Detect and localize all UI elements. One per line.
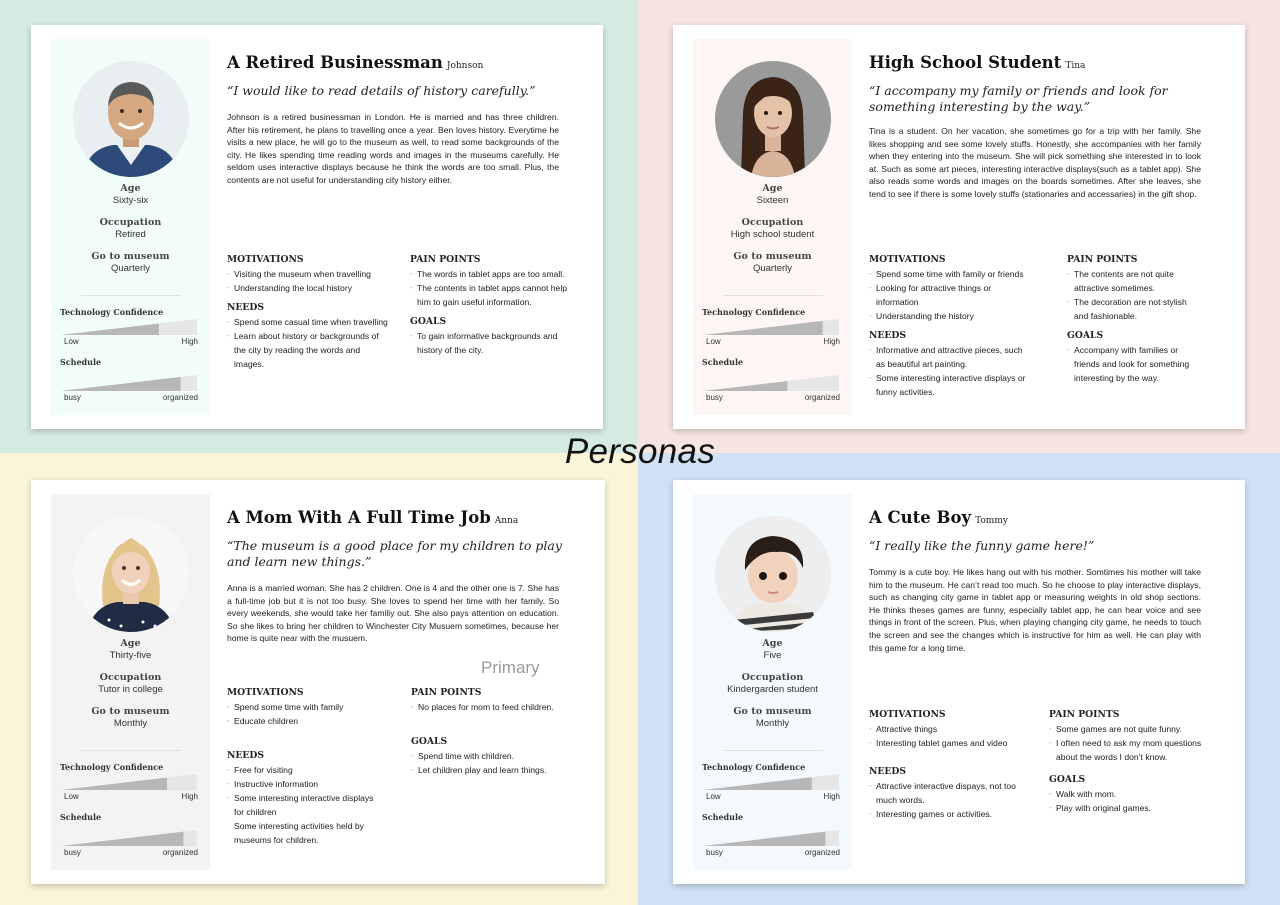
sidebar-divider bbox=[723, 295, 823, 296]
sidebar-divider bbox=[81, 750, 181, 751]
schedule-organized-label: organized bbox=[162, 848, 198, 857]
list-item: - Spend time with children. bbox=[411, 749, 571, 763]
list-item: - No places for mom to feed children. bbox=[411, 700, 571, 714]
needs-list bbox=[227, 315, 389, 371]
tech-confidence-label: Technology Confidence bbox=[60, 307, 164, 317]
list-item: - Attractive things bbox=[869, 722, 1031, 736]
tech-high-label: High bbox=[181, 792, 198, 801]
pain-points-list bbox=[1049, 722, 1209, 764]
list-item: - Instructive information bbox=[227, 777, 389, 791]
needs-list bbox=[227, 763, 389, 847]
schedule-meter bbox=[61, 830, 197, 846]
persona-title: A Retired Businessman bbox=[227, 53, 443, 72]
persona-title-row bbox=[227, 53, 483, 73]
needs-list bbox=[869, 343, 1031, 399]
goals-list bbox=[411, 749, 571, 777]
motivations-list bbox=[869, 722, 1031, 750]
museum-frequency-label: Go to museum bbox=[91, 706, 170, 717]
list-item: Some interesting activities held by bbox=[234, 821, 364, 831]
museum-frequency-fact bbox=[51, 706, 210, 729]
pain-points-heading: PAIN POINTS bbox=[411, 687, 482, 698]
persona-sidebar bbox=[693, 39, 852, 415]
occupation-fact bbox=[693, 672, 852, 695]
schedule-label: Schedule bbox=[60, 357, 102, 367]
list-item: - I often need to ask my mom questions about the words I don’t know. bbox=[1049, 736, 1209, 764]
schedule-organized-label: organized bbox=[804, 393, 840, 402]
pain-goals-column bbox=[410, 254, 573, 364]
persona-card-anna bbox=[31, 480, 605, 884]
schedule-label: Schedule bbox=[702, 812, 744, 822]
museum-frequency-fact bbox=[51, 251, 210, 274]
list-item: - Play with original games. bbox=[1049, 801, 1209, 815]
age-value: Thirty-five bbox=[109, 650, 152, 661]
list-item: for children bbox=[234, 807, 277, 817]
schedule-label: Schedule bbox=[702, 357, 744, 367]
schedule-busy-label: busy bbox=[706, 848, 723, 857]
tech-confidence-label: Technology Confidence bbox=[60, 762, 164, 772]
tech-confidence-meter bbox=[61, 319, 197, 335]
schedule-busy-label: busy bbox=[64, 848, 81, 857]
schedule-busy-label: busy bbox=[64, 393, 81, 402]
pain-goals-column bbox=[1049, 709, 1209, 822]
schedule-label: Schedule bbox=[60, 812, 102, 822]
persona-quote: “I accompany my family or friends and look for something interesting by the way.” bbox=[869, 83, 1168, 114]
goals-heading: GOALS bbox=[411, 736, 448, 747]
list-item: - Some interesting interactive displays or funny activities. bbox=[869, 371, 1031, 399]
age-fact bbox=[51, 638, 210, 661]
list-item: museums for children. bbox=[234, 835, 319, 845]
persona-sidebar bbox=[51, 39, 210, 415]
tech-high-label: High bbox=[823, 337, 840, 346]
teen-girl-portrait-icon bbox=[715, 61, 831, 177]
schedule-organized-label: organized bbox=[804, 848, 840, 857]
museum-frequency-label: Go to museum bbox=[91, 251, 170, 262]
persona-main bbox=[227, 480, 587, 884]
list-item: - Learn about history or backgrounds of the city by reading the words and images. bbox=[227, 329, 389, 371]
tech-confidence-meter bbox=[703, 774, 839, 790]
occupation-value: Tutor in college bbox=[98, 684, 163, 695]
meter-fill bbox=[61, 778, 167, 790]
pain-points-list bbox=[1067, 267, 1201, 323]
sidebar-divider bbox=[723, 750, 823, 751]
list-item: - Looking for attractive things or information bbox=[869, 281, 1031, 309]
persona-main bbox=[227, 25, 585, 429]
schedule-meter bbox=[703, 830, 839, 846]
list-item: - To gain informative backgrounds and history of the city. bbox=[410, 329, 573, 357]
persona-description: Anna is a married woman. She has 2 children. One is 4 and the other one is 7. She has a full-time job but it is not too busy. She loves to spend her time with her family. So every weekends, she would take her familiy out. She also pays attention on education. So she likes to bring her children to Winchester City Musuem sometimes, because her home is quite near with the musuem. bbox=[227, 583, 560, 644]
list-item: - The contents are not quite attractive sometimes. bbox=[1067, 267, 1201, 295]
schedule-organized-label: organized bbox=[162, 393, 198, 402]
persona-description: Johnson is a retired businessman in London. He is married and has three children. After his retirement, he plans to travelling once a year. Ben loves history. Everytime he visits a new place, he will go to the museum as well, to read some backgrounds of the city. He likes spending time reading words and images in the museums carefully. He seldom uses interactive displays because he think the words are too small. Plus, the contents are not useful for understanding city history either. bbox=[227, 112, 559, 185]
persona-main bbox=[869, 480, 1227, 884]
tech-low-label: Low bbox=[706, 792, 721, 801]
list-item: - Spend some time with family bbox=[227, 700, 389, 714]
motivations-list bbox=[227, 700, 389, 728]
museum-frequency-label: Go to museum bbox=[733, 251, 812, 262]
age-fact bbox=[693, 638, 852, 661]
needs-list bbox=[869, 779, 1031, 821]
list-item: - Some interesting interactive displays bbox=[227, 791, 389, 805]
list-item: - Walk with mom. bbox=[1049, 787, 1209, 801]
persona-card-johnson bbox=[31, 25, 603, 429]
list-item: - Free for visiting bbox=[227, 763, 389, 777]
pain-goals-column bbox=[411, 687, 571, 784]
museum-frequency-value: Monthly bbox=[113, 718, 148, 729]
schedule-meter bbox=[61, 375, 197, 391]
meter-fill bbox=[61, 832, 183, 846]
needs-heading: NEEDS bbox=[227, 302, 265, 313]
sidebar-divider bbox=[81, 295, 181, 296]
goals-heading: GOALS bbox=[410, 316, 447, 327]
motivations-heading: MOTIVATIONS bbox=[869, 709, 946, 720]
needs-heading: NEEDS bbox=[227, 750, 265, 761]
tech-high-label: High bbox=[181, 337, 198, 346]
occupation-value: Kindergarden student bbox=[727, 684, 818, 695]
list-item: - Visiting the museum when travelling bbox=[227, 267, 389, 281]
museum-frequency-value: Monthly bbox=[755, 718, 790, 729]
motivations-list bbox=[227, 267, 389, 295]
meter-fill bbox=[703, 832, 825, 846]
list-item: - Spend some casual time when travelling bbox=[227, 315, 389, 329]
motivations-needs-column bbox=[869, 254, 1031, 406]
schedule-meter bbox=[703, 375, 839, 391]
persona-quote: “I would like to read details of history carefully.” bbox=[227, 83, 536, 98]
primary-persona-label: Primary bbox=[481, 658, 540, 677]
persona-sidebar bbox=[693, 494, 852, 870]
pain-points-list bbox=[410, 267, 573, 309]
museum-frequency-value: Quarterly bbox=[752, 263, 793, 274]
list-item: - Understanding the history bbox=[869, 309, 1031, 323]
occupation-value: High school student bbox=[730, 229, 815, 240]
list-item: - Educate children bbox=[227, 714, 389, 728]
pain-points-list bbox=[411, 700, 571, 714]
persona-quote: “The museum is a good place for my children to play and learn new things.” bbox=[227, 538, 562, 569]
tech-confidence-label: Technology Confidence bbox=[702, 762, 806, 772]
motivations-heading: MOTIVATIONS bbox=[869, 254, 946, 265]
list-item: - The decoration are not stylish and fashionable. bbox=[1067, 295, 1201, 323]
tech-confidence-meter bbox=[61, 774, 197, 790]
persona-description: Tina is a student. On her vacation, she sometimes go for a trip with her family. She likes shopping and see some lovely stuffs. Honestly, she accompanies with her family when they entering into the museum. She will pick something she interested in to look at. Such as some art pieces, interesting interactive displays(such as a tablet app). She also reads some words and images on the boards sometimes. After she leaves, she tend to see if there is some lovely stuffs (stationaries and accessaries) in the gift shop. bbox=[869, 126, 1201, 199]
motivations-needs-column bbox=[869, 709, 1031, 828]
tech-low-label: Low bbox=[64, 792, 79, 801]
occupation-label: Occupation bbox=[741, 217, 804, 228]
list-item: - The contents in tablet apps cannot help him to gain useful information. bbox=[410, 281, 573, 309]
needs-heading: NEEDS bbox=[869, 766, 907, 777]
tech-confidence-meter bbox=[703, 319, 839, 335]
meter-fill bbox=[703, 321, 823, 335]
goals-list bbox=[410, 329, 573, 357]
age-value: Sixty-six bbox=[112, 195, 149, 206]
persona-nickname: Tina bbox=[1065, 61, 1086, 71]
age-label: Age bbox=[120, 183, 141, 194]
age-value: Five bbox=[763, 650, 782, 661]
motivations-needs-column bbox=[227, 254, 389, 378]
persona-title: A Cute Boy bbox=[869, 508, 972, 527]
motivations-list bbox=[869, 267, 1031, 323]
occupation-fact bbox=[693, 217, 852, 240]
pain-goals-column bbox=[1067, 254, 1201, 392]
age-label: Age bbox=[762, 183, 783, 194]
tech-low-label: Low bbox=[706, 337, 721, 346]
persona-description: Tommy is a cute boy. He likes hang out with his mother. Somtimes his mother will take him to the museum. He can’t read too much. So he choose to play interactive displays, such as changing city game in tablet app or measuring weights in old shop sections. He thinks theses games are funny, especially tablet app, he can hear voice and see things in front of the screen. Plus, when playing changing city game, he needs to touch the screen and see the changes which is instructive for him as well. He can play with this game for a long time. bbox=[869, 567, 1201, 653]
persona-quote: “I really like the funny game here!” bbox=[869, 538, 1095, 553]
meter-fill bbox=[703, 381, 787, 391]
museum-frequency-fact bbox=[693, 706, 852, 729]
museum-frequency-value: Quarterly bbox=[110, 263, 151, 274]
occupation-label: Occupation bbox=[99, 217, 162, 228]
list-item: - Interesting games or activities. bbox=[869, 807, 1031, 821]
goals-list bbox=[1067, 343, 1201, 385]
age-label: Age bbox=[120, 638, 141, 649]
tech-high-label: High bbox=[823, 792, 840, 801]
list-item: - Attractive interactive dispays, not too much words. bbox=[869, 779, 1031, 807]
list-item: - Accompany with families or friends and look for something interesting by the way. bbox=[1067, 343, 1201, 385]
occupation-label: Occupation bbox=[741, 672, 804, 683]
tech-low-label: Low bbox=[64, 337, 79, 346]
pain-points-heading: PAIN POINTS bbox=[1067, 254, 1138, 265]
museum-frequency-label: Go to museum bbox=[733, 706, 812, 717]
age-fact bbox=[51, 183, 210, 206]
goals-list bbox=[1049, 787, 1209, 815]
persona-card-tommy bbox=[673, 480, 1245, 884]
list-item: - Interesting tablet games and video bbox=[869, 736, 1031, 750]
occupation-value: Retired bbox=[115, 229, 146, 240]
needs-heading: NEEDS bbox=[869, 330, 907, 341]
meter-fill bbox=[61, 323, 159, 335]
motivations-needs-column bbox=[227, 687, 389, 854]
occupation-label: Occupation bbox=[99, 672, 162, 683]
list-item: - Spend some time with family or friends bbox=[869, 267, 1031, 281]
persona-main bbox=[869, 25, 1227, 429]
occupation-fact bbox=[51, 217, 210, 240]
persona-title-row bbox=[869, 53, 1085, 73]
persona-nickname: Johnson bbox=[446, 61, 484, 71]
list-item: - Understanding the local history bbox=[227, 281, 389, 295]
tech-confidence-label: Technology Confidence bbox=[702, 307, 806, 317]
pain-points-heading: PAIN POINTS bbox=[1049, 709, 1120, 720]
age-value: Sixteen bbox=[756, 195, 789, 206]
persona-card-tina bbox=[673, 25, 1245, 429]
motivations-heading: MOTIVATIONS bbox=[227, 254, 304, 265]
blonde-woman-portrait-icon bbox=[73, 516, 189, 632]
persona-title-row bbox=[227, 508, 518, 528]
age-label: Age bbox=[762, 638, 783, 649]
list-item: - Informative and attractive pieces, such as beautiful art painting. bbox=[869, 343, 1031, 371]
list-item: - Let children play and learn things. bbox=[411, 763, 571, 777]
senior-man-portrait-icon bbox=[73, 61, 189, 177]
motivations-heading: MOTIVATIONS bbox=[227, 687, 304, 698]
persona-title-row bbox=[869, 508, 1008, 528]
pain-points-heading: PAIN POINTS bbox=[410, 254, 481, 265]
meter-fill bbox=[703, 777, 812, 790]
age-fact bbox=[693, 183, 852, 206]
meter-fill bbox=[61, 377, 181, 391]
goals-heading: GOALS bbox=[1049, 774, 1086, 785]
toddler-boy-portrait-icon bbox=[715, 516, 831, 632]
persona-sidebar bbox=[51, 494, 210, 870]
list-item: - Some games are not quite funny. bbox=[1049, 722, 1209, 736]
list-item: - The words in tablet apps are too small. bbox=[410, 267, 573, 281]
persona-title: High School Student bbox=[869, 53, 1062, 72]
persona-title: A Mom With A Full Time Job bbox=[227, 508, 491, 527]
goals-heading: GOALS bbox=[1067, 330, 1104, 341]
schedule-busy-label: busy bbox=[706, 393, 723, 402]
museum-frequency-fact bbox=[693, 251, 852, 274]
persona-nickname: Anna bbox=[494, 516, 519, 526]
occupation-fact bbox=[51, 672, 210, 695]
page-title: Personas bbox=[564, 432, 716, 471]
persona-nickname: Tommy bbox=[975, 516, 1008, 526]
